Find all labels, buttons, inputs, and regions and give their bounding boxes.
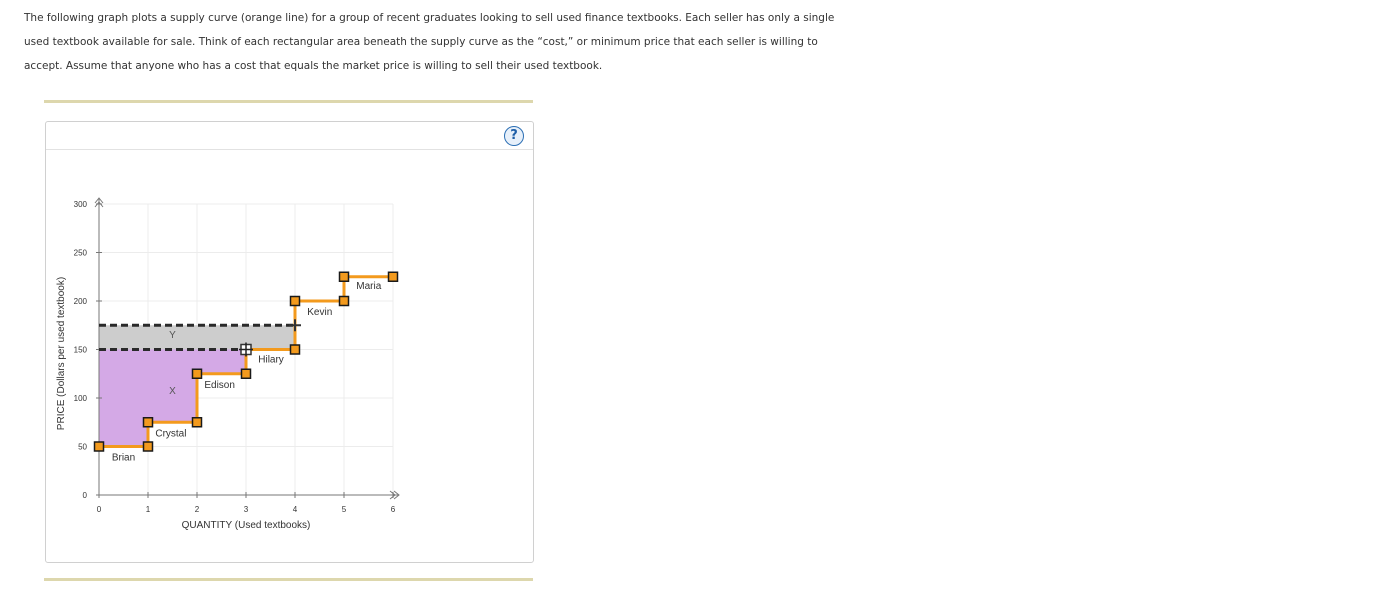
area-label-x: X <box>169 386 176 398</box>
supply-point-marker[interactable] <box>340 272 349 281</box>
y-axis-title: PRICE (Dollars per used textbook) <box>56 276 67 431</box>
x-tick-label: 0 <box>96 505 102 514</box>
y-tick-label: 0 <box>82 491 87 500</box>
supply-point-marker[interactable] <box>95 442 104 451</box>
y-tick-label: 250 <box>73 248 87 258</box>
supply-point-marker[interactable] <box>340 297 349 306</box>
y-tick-label: 50 <box>78 442 87 452</box>
move-handle-icon[interactable] <box>239 343 253 357</box>
area-y <box>99 325 295 349</box>
x-tick-label: 2 <box>194 505 200 514</box>
supply-point-marker[interactable] <box>242 369 251 378</box>
intro-text: The following graph plots a supply curve (orange line) for a group of recent graduates looking to sell used finance textbooks. Each seller has only a single used textbook available for sale. Think of each rectangular area beneath the supply curve as the “cost,” or minimum price that each seller is willing to accept. Assume that anyone who has a cost that equals the market price is willing to sell their used textbook. <box>24 12 835 72</box>
help-icon[interactable]: ? <box>504 126 524 146</box>
x-axis-title: QUANTITY (Used textbooks) <box>181 520 311 531</box>
y-tick-label: 150 <box>73 345 87 355</box>
x-tick-label: 4 <box>292 505 298 514</box>
y-tick-label: 100 <box>73 394 87 403</box>
seller-label-crystal: Crystal <box>155 428 187 440</box>
seller-label-edison: Edison <box>204 379 235 391</box>
x-tick-label: 3 <box>243 505 249 514</box>
y-tick-label: 200 <box>73 297 87 306</box>
supply-point-marker[interactable] <box>291 297 300 306</box>
seller-label-brian: Brian <box>111 452 136 464</box>
seller-label-kevin: Kevin <box>307 307 333 318</box>
supply-point-marker[interactable] <box>193 418 202 427</box>
x-tick-label: 6 <box>390 505 396 514</box>
supply-point-marker[interactable] <box>144 442 153 451</box>
supply-point-marker[interactable] <box>193 369 202 378</box>
seller-label-maria: Maria <box>356 280 382 292</box>
x-tick-label: 5 <box>341 505 347 514</box>
supply-point-marker[interactable] <box>389 272 398 281</box>
supply-point-marker[interactable] <box>144 418 153 427</box>
bottom-divider <box>44 578 533 581</box>
area-label-y: Y <box>169 329 176 341</box>
x-tick-label: 1 <box>145 505 151 514</box>
y-tick-label: 300 <box>73 200 87 209</box>
seller-label-hilary: Hilary <box>258 354 284 366</box>
supply-point-marker[interactable] <box>291 345 300 354</box>
